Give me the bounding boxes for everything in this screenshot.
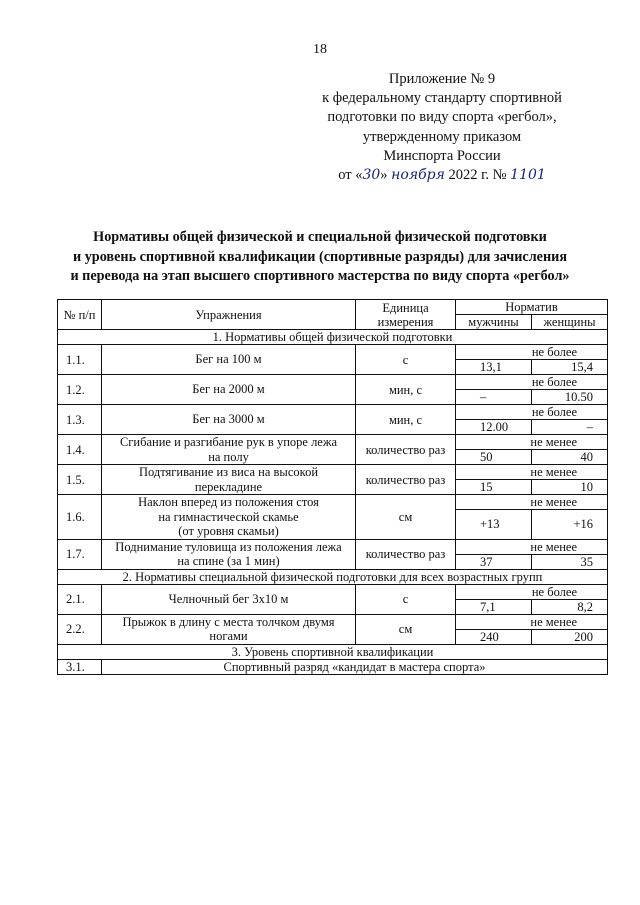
section-row	[58, 330, 608, 345]
exercise-cell	[102, 345, 356, 375]
appendix-line: Минспорта России	[383, 147, 501, 164]
table-row	[58, 614, 608, 629]
norm-condition: не менее	[456, 435, 608, 450]
exercise-line: ногами	[209, 629, 248, 643]
row-number: 1.2.	[58, 375, 102, 405]
appendix-line: к федеральному стандарту спортивной	[322, 90, 562, 107]
women-value: 40	[532, 450, 608, 465]
norm-condition: не более	[456, 405, 608, 420]
exercise-line: Бег на 3000 м	[192, 412, 265, 427]
exercise-cell	[102, 539, 356, 569]
table-row	[58, 405, 608, 420]
men-value: 37	[456, 554, 532, 569]
date-prefix: от «	[338, 167, 363, 184]
document-title	[20, 228, 620, 287]
men-value: 50	[456, 450, 532, 465]
section-row	[58, 569, 608, 584]
exercise-cell	[102, 495, 356, 540]
norm-condition: не более	[456, 584, 608, 599]
title-line: Нормативы общей физической и специальной физической подготовки	[93, 229, 547, 245]
row-number: 1.3.	[58, 405, 102, 435]
row-number: 1.6.	[58, 495, 102, 540]
row-number: 1.7.	[58, 539, 102, 569]
table-row	[58, 345, 608, 360]
women-value: 200	[532, 629, 608, 644]
exercise-line: (от уровня скамьи)	[178, 524, 279, 538]
norm-condition: не менее	[456, 495, 608, 510]
unit-cell: мин, с	[356, 405, 456, 435]
norm-condition: не менее	[456, 465, 608, 480]
exercise-line: Поднимание туловища из положения лежа	[115, 539, 342, 554]
unit-cell: количество раз	[356, 465, 456, 495]
exercise-line: Подтягивание из виса на высокой	[138, 465, 319, 479]
exercise-line: на гимнастической скамье	[158, 509, 299, 524]
women-value: +16	[532, 510, 608, 539]
header-men: мужчины	[456, 315, 532, 330]
unit-cell: с	[356, 345, 456, 375]
unit-cell: с	[356, 584, 456, 614]
section-title: 1. Нормативы общей физической подготовки	[58, 330, 608, 345]
section-title: 3. Уровень спортивной квалификации	[58, 644, 608, 659]
appendix-header	[292, 70, 592, 185]
norms-table	[57, 299, 608, 675]
table-row	[58, 539, 608, 554]
exercise-cell	[102, 405, 356, 435]
norm-condition: не более	[456, 375, 608, 390]
men-value: 13,1	[456, 360, 532, 375]
exercise-line: Прыжок в длину с места толчком двумя	[122, 614, 335, 629]
women-value: 8,2	[532, 599, 608, 614]
appendix-line: утвержденному приказом	[362, 128, 522, 145]
exercise-line: Бег на 2000 м	[192, 382, 265, 397]
men-value: –	[456, 390, 532, 405]
handwritten-month: ноября	[391, 167, 445, 184]
men-value: 12.00	[456, 420, 532, 435]
exercise-cell	[102, 435, 356, 465]
norm-condition: не менее	[456, 614, 608, 629]
section-title: 2. Нормативы специальной физической подготовки для всех возрастных групп	[58, 569, 608, 584]
handwritten-day: 30	[362, 167, 381, 184]
women-value: 35	[532, 554, 608, 569]
exercise-cell	[102, 584, 356, 614]
table-row	[58, 659, 608, 674]
table-row	[58, 375, 608, 390]
exercise-cell	[102, 375, 356, 405]
unit-cell: см	[356, 495, 456, 540]
row-number: 1.1.	[58, 345, 102, 375]
header-exercise: Упражнения	[102, 300, 356, 330]
title-line: и перевода на этап высшего спортивного мастерства по виду спорта «регбол»	[70, 268, 570, 284]
date-year: 2022 г. №	[448, 167, 507, 184]
header-unit: Единица измерения	[356, 300, 456, 330]
women-value: 10.50	[532, 390, 608, 405]
women-value: 15,4	[532, 360, 608, 375]
unit-cell: количество раз	[356, 539, 456, 569]
men-value: 240	[456, 629, 532, 644]
exercise-cell	[102, 465, 356, 495]
page-number: 18	[313, 42, 327, 57]
date-mid: »	[380, 167, 388, 184]
unit-cell: количество раз	[356, 435, 456, 465]
exercise-line: на спине (за 1 мин)	[177, 554, 280, 568]
unit-cell: мин, с	[356, 375, 456, 405]
row-number: 2.2.	[58, 614, 102, 644]
row-number: 2.1.	[58, 584, 102, 614]
table-row	[58, 584, 608, 599]
table-row	[58, 465, 608, 480]
qualification-text: Спортивный разряд «кандидат в мастера спорта»	[102, 659, 608, 674]
norm-condition: не более	[456, 345, 608, 360]
header-norm: Норматив	[456, 300, 608, 315]
table-row	[58, 435, 608, 450]
exercise-line: Сгибание и разгибание рук в упоре лежа	[119, 435, 338, 449]
section-row	[58, 644, 608, 659]
order-date-line	[292, 166, 592, 185]
men-value: 7,1	[456, 599, 532, 614]
exercise-cell	[102, 614, 356, 644]
women-value: –	[532, 420, 608, 435]
handwritten-order-number: 1101	[510, 167, 546, 184]
title-line: и уровень спортивной квалификации (спортивные разряды) для зачисления	[72, 248, 567, 265]
unit-cell: см	[356, 614, 456, 644]
appendix-line: подготовки по виду спорта «регбол»,	[327, 109, 557, 126]
norm-condition: не менее	[456, 539, 608, 554]
exercise-line: на полу	[208, 449, 249, 464]
exercise-line: Бег на 100 м	[195, 352, 262, 367]
appendix-line: Приложение № 9	[388, 71, 496, 87]
header-women: женщины	[532, 315, 608, 330]
row-number: 1.4.	[58, 435, 102, 465]
women-value: 10	[532, 480, 608, 495]
header-num: № п/п	[58, 300, 102, 330]
exercise-line: перекладине	[194, 479, 263, 494]
exercise-line: Наклон вперед из положения стоя	[138, 495, 319, 509]
row-number: 1.5.	[58, 465, 102, 495]
men-value: 15	[456, 480, 532, 495]
table-row	[58, 495, 608, 510]
exercise-line: Челночный бег 3х10 м	[168, 591, 289, 606]
row-number: 3.1.	[58, 659, 102, 674]
men-value: +13	[456, 510, 532, 539]
